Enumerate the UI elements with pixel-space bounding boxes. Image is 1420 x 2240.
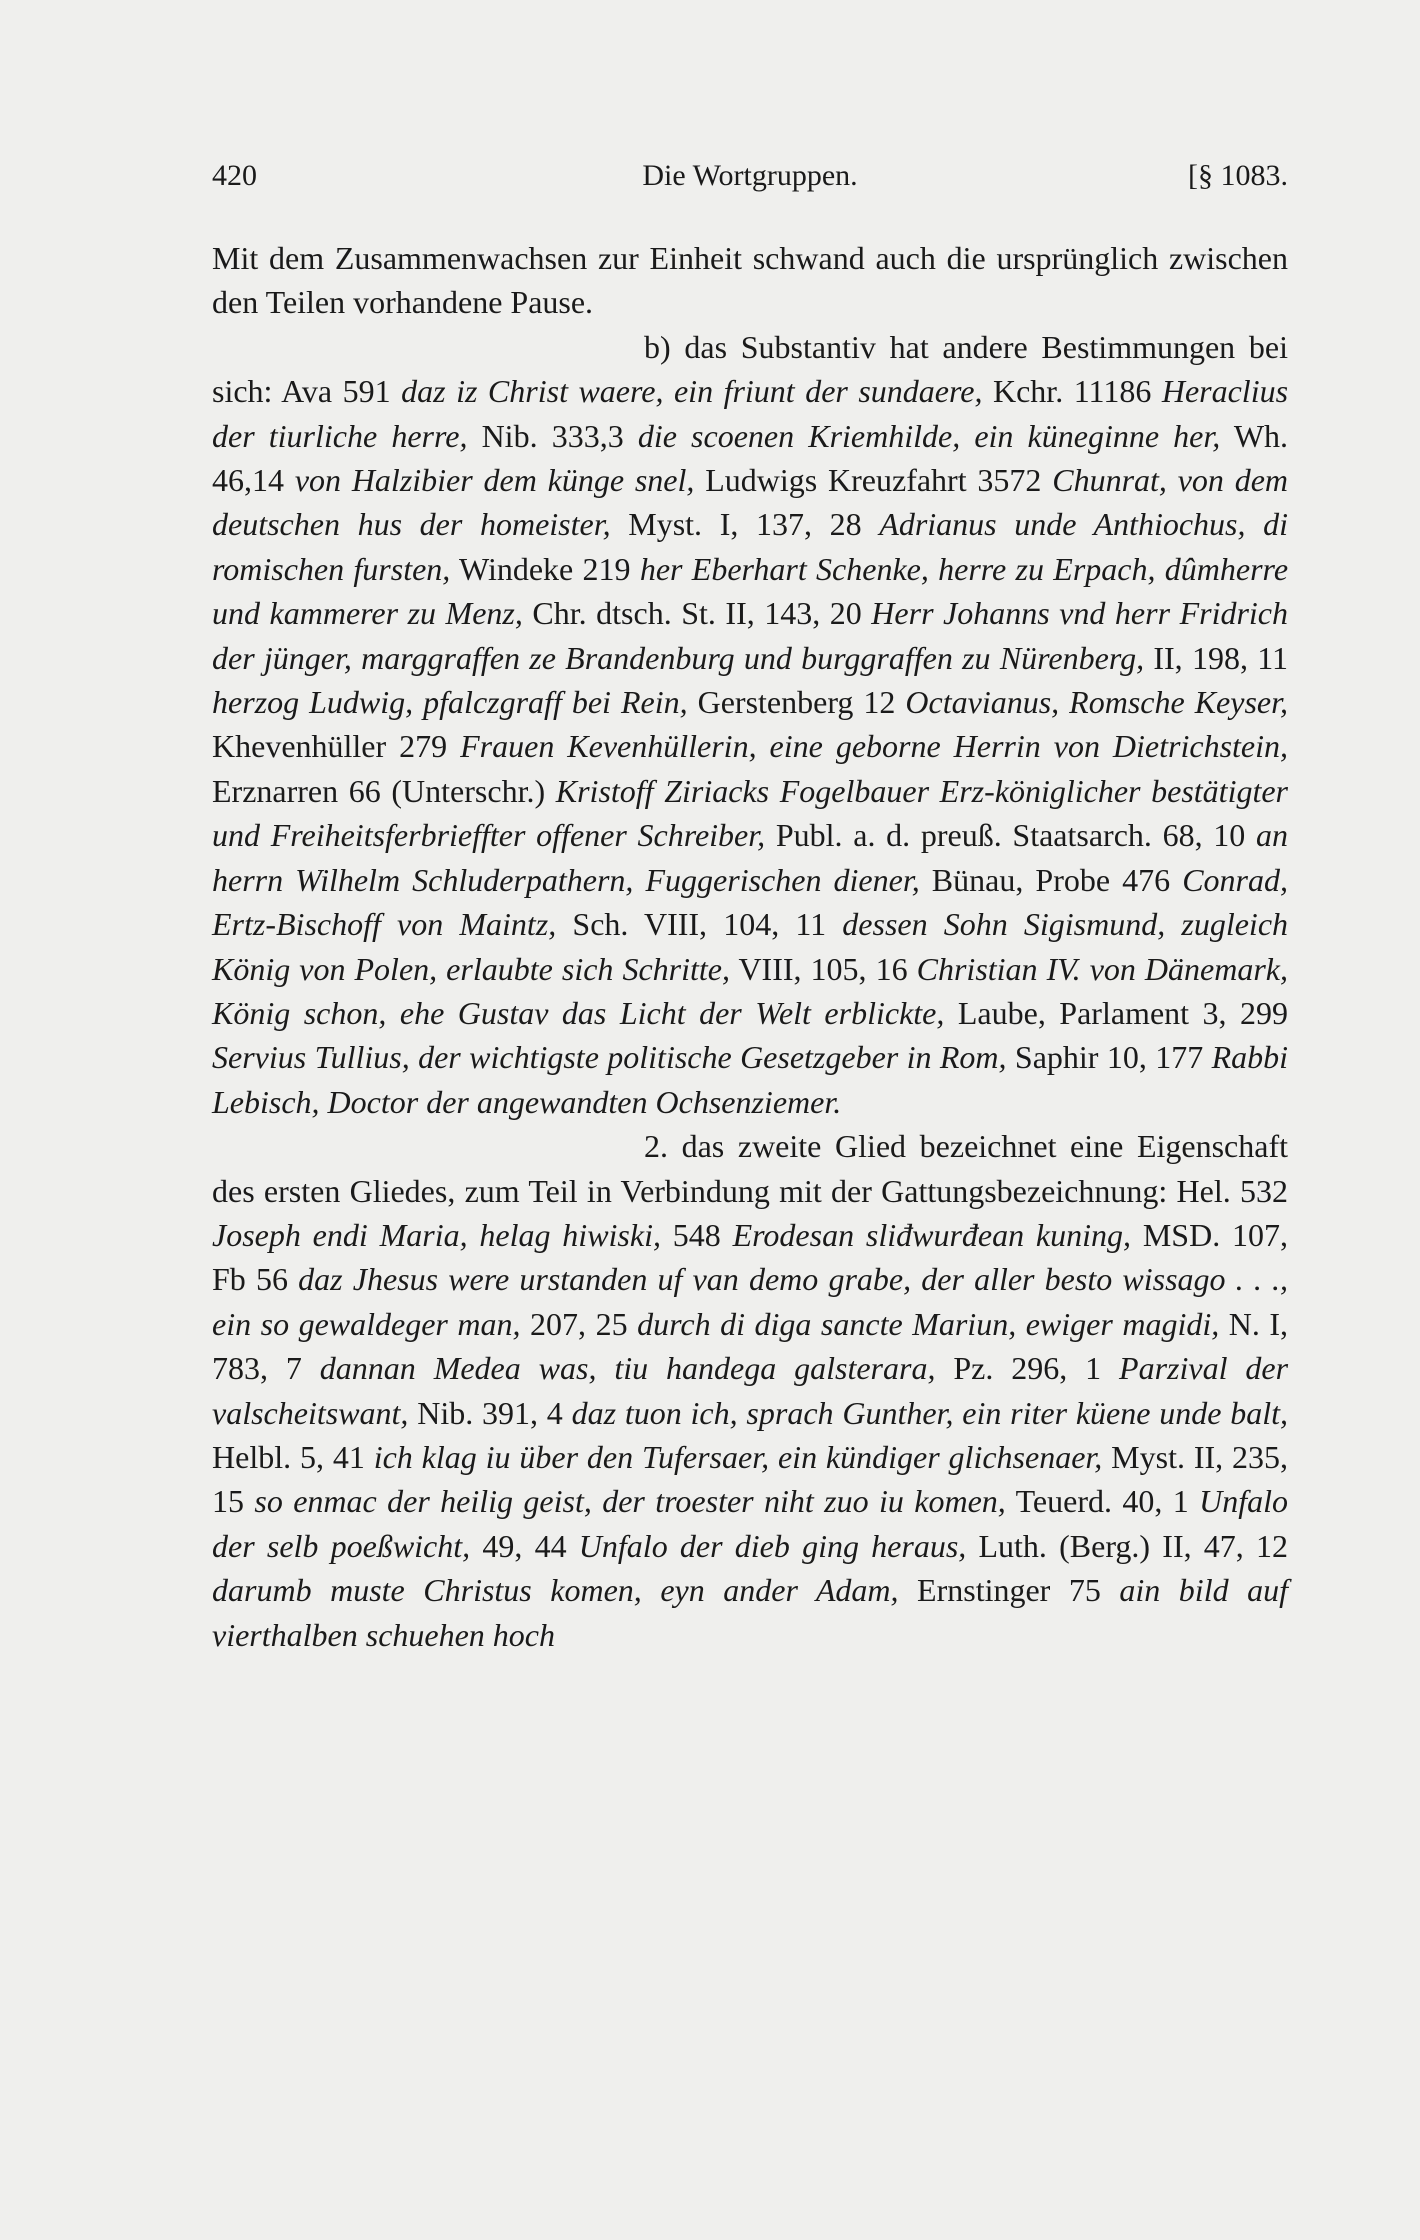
text-run: Kchr. 11186 [982, 373, 1162, 410]
text-run: 49, 44 [470, 1527, 579, 1564]
quoted-text: Chunrat, von dem deutschen hus der homeister, [212, 462, 1289, 543]
text-run: Luth. (Berg.) II, 47, 12 [966, 1527, 1289, 1564]
quoted-text: von Halzibier dem künge snel, [294, 462, 695, 499]
text-run: Myst. II, 235, 15 [212, 1438, 1289, 1520]
quoted-text: dannan Medea was, tiu handega galsterara, [319, 1350, 936, 1387]
body-text [212, 236, 1288, 1657]
paragraph [212, 236, 1288, 325]
quoted-text: ich klag iu über den Tufersaer, ein kündiger glichsenaer, [373, 1438, 1103, 1475]
text-run: Myst. I, 137, 28 [610, 506, 880, 543]
quoted-text: Octavianus, Romsche Keyser, [905, 684, 1289, 721]
text-run: Ernstinger 75 [898, 1572, 1120, 1609]
quoted-text: an herrn Wilhelm Schluderpathern, Fuggerischen diener, [212, 817, 1289, 898]
quoted-text: Unfalo der selb poeßwicht, [212, 1483, 1289, 1564]
text-run: Ludwigs Kreuzfahrt 3572 [694, 462, 1053, 499]
text-run: Nib. 391, 4 [408, 1394, 572, 1431]
quoted-text: darumb muste Christus komen, eyn ander Adam, [212, 1572, 899, 1609]
quoted-text: daz Jhesus were urstanden uf van demo grabe, der aller besto wissago . . ., ein so gewaldeger man, [212, 1261, 1289, 1342]
text-run: Windeke 219 [450, 550, 640, 587]
quoted-text: daz tuon ich, sprach Gunther, ein riter küene unde balt, [571, 1394, 1289, 1431]
text-run: Erznarren 66 (Unterschr.) [212, 772, 556, 809]
paragraph [212, 1124, 1288, 1657]
text-run: N. I, 783, 7 [212, 1305, 1289, 1387]
text-run: MSD. 107, Fb 56 [212, 1216, 1288, 1298]
quoted-text: daz iz Christ waere, ein friunt der sundaere, [401, 373, 983, 410]
quoted-text: durch di diga sancte Mariun, ewiger magidi, [637, 1305, 1220, 1342]
quoted-text: ain bild auf vierthalben schuehen hoch [212, 1572, 1289, 1653]
quoted-text: herzog Ludwig, pfalczgraff bei Rein, [212, 684, 688, 721]
quoted-text: Kristoff Ziriacks Fogelbauer Erz-königlicher bestätigter und Freiheitsferbrieffter offener Schreiber, [212, 772, 1289, 854]
paragraph [212, 325, 1288, 1124]
text-run: Khevenhüller 279 [212, 728, 461, 765]
text-run: Teuerd. 40, 1 [1005, 1483, 1200, 1520]
quoted-text: so enmac der heilig geist, der troester niht zuo iu komen, [254, 1483, 1006, 1520]
text-run: Publ. a. d. preuß. Staatsarch. 68, 10 [765, 817, 1257, 854]
text-run: Chr. dtsch. St. II, 143, 20 [522, 595, 872, 632]
quoted-text: Frauen Kevenhüllerin, eine geborne Herrin von Dietrichstein, [460, 728, 1288, 765]
quoted-text: Herr Johanns vnd herr Fridrich der jünger, marggraffen ze Brandenburg und burggraffen zu Nürenberg, [212, 595, 1289, 676]
quoted-text: Erodesan sliđwurđean kuning, [732, 1216, 1132, 1253]
quoted-text: Joseph endi Maria, helag hiwiski, [212, 1216, 661, 1253]
page-number: 420 [212, 159, 257, 192]
running-title: Die Wortgruppen. [642, 159, 858, 192]
text-run: Saphir 10, 177 [1006, 1039, 1212, 1076]
text-run: 207, 25 [520, 1305, 638, 1342]
text-run: II, 198, 11 [1144, 639, 1289, 676]
text-run: Helbl. 5, 41 [212, 1438, 374, 1475]
quoted-text: Parzival der valscheitswant, [212, 1350, 1289, 1431]
running-head [212, 152, 1288, 200]
quoted-text: dessen Sohn Sigismund, zugleich König von Polen, erlaubte sich Schritte, [212, 906, 1289, 987]
text-run: Pz. 296, 1 [935, 1350, 1120, 1387]
text-run: VIII, 105, 16 [729, 950, 917, 987]
quoted-text: Conrad, Ertz-Bischoff von Maintz, [212, 861, 1288, 943]
text-run: Bünau, Probe 476 [919, 861, 1183, 898]
quoted-text: Rabbi Lebisch, Doctor der angewandten Ochsenziemer. [212, 1039, 1289, 1120]
text-run: Sch. VIII, 104, 11 [556, 906, 843, 943]
text-run: Mit dem Zusammenwachsen zur Einheit schwand auch die ursprünglich zwischen den Teilen vorhandene Pause. [212, 240, 1288, 321]
quoted-text: die scoenen Kriemhilde, ein küneginne her, [637, 417, 1221, 454]
text-run: Wh. 46,14 [212, 417, 1289, 499]
quoted-text: Christian IV. von Dänemark, König schon, ehe Gustav das Licht der Welt erblickte, [212, 950, 1289, 1031]
text-run: Gerstenberg 12 [687, 684, 906, 721]
text-run: b) das Substantiv hat andere Bestimmungen bei sich: Ava 591 [212, 328, 1288, 410]
section-number: [§ 1083. [1188, 159, 1288, 192]
quoted-text: Unfalo der dieb ging heraus, [578, 1527, 967, 1564]
text-run: Laube, Parlament 3, 299 [944, 994, 1289, 1031]
quoted-text: Heraclius der tiurliche herre, [212, 373, 1289, 454]
quoted-text: her Eberhart Schenke, herre zu Erpach, dûmherre und kammerer zu Menz, [212, 550, 1289, 632]
quoted-text: Servius Tullius, der wichtigste politische Gesetzgeber in Rom, [212, 1039, 1007, 1076]
quoted-text: Adrianus unde Anthiochus, di romischen fursten, [212, 506, 1289, 587]
text-run: Nib. 333,3 [467, 417, 638, 454]
text-run: 548 [660, 1216, 733, 1253]
text-run: 2. das zweite Glied bezeichnet eine Eigenschaft des ersten Gliedes, zum Teil in Verbindung mit der Gattungsbezeichnung: Hel. 532 [212, 1128, 1288, 1209]
